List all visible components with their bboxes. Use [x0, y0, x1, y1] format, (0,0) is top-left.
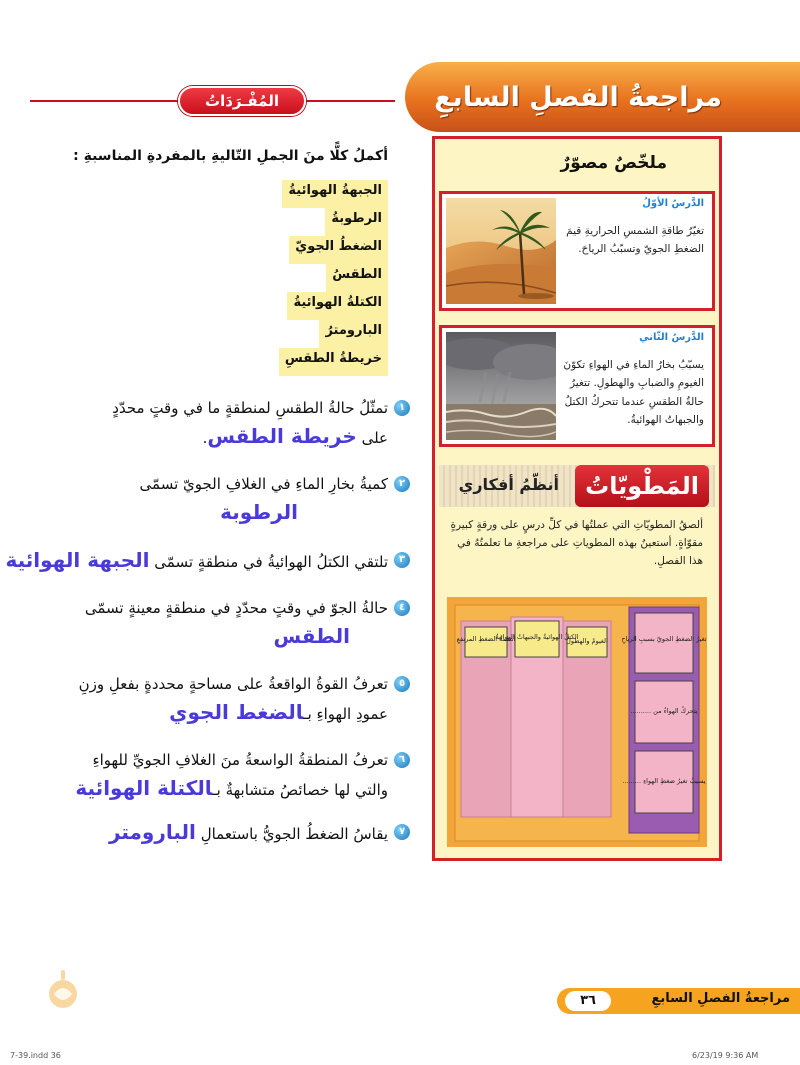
question-1-text: تمثّلُ حالةُ الطقسِ لمنطقةٍ ما في وقتٍ محدّدٍ [112, 399, 388, 417]
question-number-6: ٦ [394, 752, 410, 768]
foldable-side-1: تغيرُ الضغطِ الجويّ بسببِ الرياحِ [621, 635, 707, 643]
footer-bar [557, 988, 800, 1014]
answer-6: الكتلة الهوائية [75, 776, 213, 800]
print-timestamp: 6/23/19 9:36 AM [692, 1051, 759, 1060]
question-number-7: ٧ [394, 824, 410, 840]
lesson-2-text: يسبّبُ بخارُ الماءِ في الهواءِ تكوّنَ الغيومِ والضبابِ والهطولِ. تتغيرُ حالةُ الطقسِ عندما تتحركُ الكتلُ والجبهاتُ الهوائيةُ. [563, 359, 704, 427]
lesson-2-label: الدَّرسُ الثّاني [639, 332, 704, 343]
answer-3: الجبهة الهوائية [5, 548, 150, 572]
foldable-side-2: يتحركُ الهواءُ من .......... [630, 707, 698, 715]
publisher-logo-icon [46, 966, 80, 1012]
footer-title: مراجعةُ الفصلِ السابعِ [651, 991, 790, 1006]
question-5-text: تعرفُ القوةُ الواقعةُ على مساحةٍ محددةٍ بفعلِ وزنِ [78, 675, 388, 693]
answer-2: الرطوبة [220, 500, 298, 524]
summary-title: ملخّصٌ مصوّرٌ [560, 153, 667, 173]
lesson-card-2 [439, 325, 715, 447]
instructions: أكملُ كلًّا منَ الجملِ التّاليةِ بالمفردةِ المناسبةِ : [73, 148, 388, 164]
lesson-1-label: الدَّرسُ الأوّلُ [642, 198, 704, 209]
question-number-4: ٤ [394, 600, 410, 616]
page-number: ٣٦ [565, 991, 611, 1011]
word-bank-item: خريطةُ الطقسِ [238, 348, 388, 376]
question-6 [8, 746, 406, 804]
chapter-title: مراجعةُ الفصلِ السابعِ [434, 81, 722, 113]
foldable-side-3: يسببُ تغيرُ ضغطِ الهواءِ ......... [622, 777, 706, 785]
question-2-text: كميةُ بخارِ الماءِ في الغلافِ الجويّ تسمّى [139, 475, 388, 493]
question-number-5: ٥ [394, 676, 410, 692]
question-5-line2: عمودِ الهواءِ بـالضغط الجوي [169, 700, 388, 724]
word-bank-item: الرطوبةُ [238, 208, 388, 236]
foldable-tab-1: أنظمةُ الضغطِ المرتفعِ [456, 635, 516, 643]
question-1 [8, 394, 406, 452]
vocab-label: المُفْـرَدَاتُ [178, 86, 306, 116]
foldables-text: ألصقُ المطويّاتِ التي عملتُها في كلِّ درسٍ على ورقةٍ كبيرةٍ مقوّاةٍ. أستعينُ بهذه المطوياتِ على مراجعةِ ما تعلمتُهُ في هذا الفصلِ. [450, 519, 703, 567]
word-bank-item: البارومترُ [238, 320, 388, 348]
question-5 [8, 670, 406, 728]
question-3 [0, 546, 406, 576]
word-bank-item: الطقسُ [238, 264, 388, 292]
word-bank-item: الضغطُ الجويّ [238, 236, 388, 264]
foldable-tab-2: الكتلُ الهوائيةُ والجبهاتُ الهوائيةُ [495, 633, 579, 641]
print-file-info: 7-39.indd 36 [10, 1051, 61, 1060]
stormy-sea-image [446, 332, 556, 440]
desert-palm-image [446, 198, 556, 304]
word-bank [238, 180, 388, 376]
word-bank-item: الجبهةُ الهوائيةُ [238, 180, 388, 208]
question-4 [8, 594, 406, 650]
word-bank-item: الكتلةُ الهوائيةُ [238, 292, 388, 320]
question-number-1: ١ [394, 400, 410, 416]
question-3-text: تلتقي الكتلُ الهوائيةُ في منطقةٍ تسمّى [154, 553, 388, 571]
question-number-3: ٣ [394, 552, 410, 568]
question-6-text: تعرفُ المنطقةُ الواسعةُ منَ الغلافِ الجويِّ للهواءِ [92, 751, 388, 769]
question-number-2: ٢ [394, 476, 410, 492]
foldables-title: المَطْويّاتُ [575, 465, 709, 507]
answer-4: الطقس [273, 624, 350, 648]
summary-panel [432, 136, 722, 861]
foldable-illustration [441, 591, 713, 851]
question-2 [8, 470, 406, 526]
answer-1: خريطة الطقس [207, 424, 357, 448]
question-7-text: يقاسُ الضغطُ الجويُّ باستعمالِ [200, 825, 388, 843]
question-7 [8, 818, 406, 848]
chapter-banner [405, 62, 800, 132]
answer-7: البارومتر [108, 820, 196, 844]
lesson-1-text: تغيّرُ طاقةِ الشمسِ الحراريةِ قيمَ الضغطِ الجويّ وتسبّبُ الرياحَ. [566, 225, 704, 256]
foldables-subtitle: أنظّمُ أفكاري [458, 475, 559, 494]
answer-5: الضغط الجوي [169, 700, 304, 724]
question-6-line2: والتي لها خصائصُ متشابهةٌ بـالكتلة الهوائية [75, 776, 388, 800]
lesson-card-1 [439, 191, 715, 311]
question-1-line2: على خريطة الطقس. [202, 424, 388, 448]
question-4-text: حالةُ الجوّ في وقتٍ محدّدٍ في منطقةٍ معينةٍ تسمّى [84, 599, 388, 617]
foldable-tab-3: الغيومُ والهطولُ [566, 637, 608, 645]
